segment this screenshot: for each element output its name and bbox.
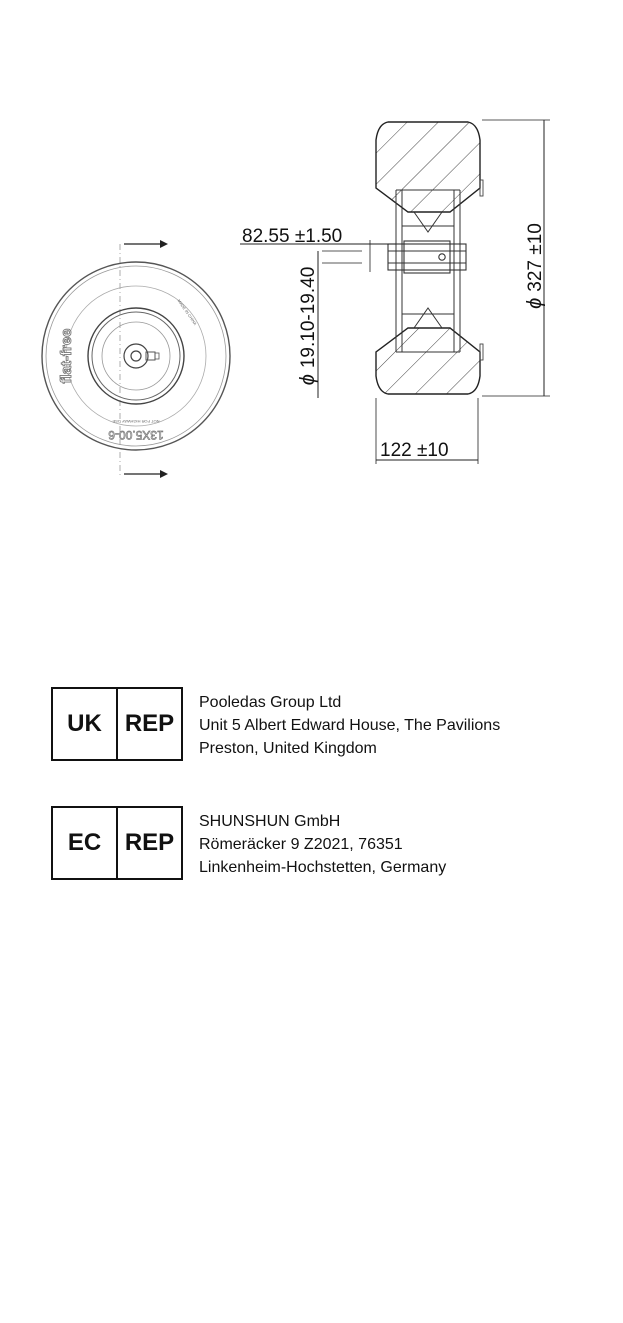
tire-small-text-made-in: MADE IN CHINA bbox=[176, 298, 198, 326]
width-value: 122 ±10 bbox=[380, 440, 449, 461]
wheel-front-view bbox=[42, 240, 230, 478]
rim-inner bbox=[92, 312, 180, 400]
ec-code: EC bbox=[53, 808, 118, 878]
ec-rep-symbol bbox=[51, 806, 183, 880]
dimension-outer-diameter bbox=[482, 120, 550, 396]
tire-brand-text: flat-free bbox=[58, 328, 75, 384]
hub-bore bbox=[131, 351, 141, 361]
uk-rep-block bbox=[51, 687, 500, 761]
uk-rep-company: Pooledas Group Ltd bbox=[199, 694, 342, 711]
technical-drawing bbox=[0, 0, 623, 520]
outer-diameter-value: ϕ327 ±10 bbox=[524, 223, 546, 309]
wheel-section-view bbox=[376, 122, 483, 394]
uk-rep-address bbox=[199, 691, 500, 760]
tire-section-bottom bbox=[376, 328, 480, 394]
tire-section-top bbox=[376, 122, 480, 212]
section-arrow-bottom bbox=[124, 470, 168, 478]
uk-rep-symbol bbox=[51, 687, 183, 761]
hub-length-value: 82.55 ±1.50 bbox=[242, 226, 343, 247]
hub-outer bbox=[124, 344, 148, 368]
ec-rep-street: Römeräcker 9 Z2021, 76351 bbox=[199, 836, 403, 853]
section-arrow-top bbox=[124, 240, 168, 248]
uk-rep-city: Preston, United Kingdom bbox=[199, 740, 377, 757]
uk-rep-street: Unit 5 Albert Edward House, The Pavilions bbox=[199, 717, 501, 734]
diameter-symbol: ϕ bbox=[297, 374, 319, 386]
ec-rep-block bbox=[51, 806, 446, 880]
ec-rep-label: REP bbox=[124, 829, 175, 856]
ec-rep-address bbox=[199, 810, 446, 879]
dimension-width bbox=[376, 398, 478, 464]
uk-rep-label: REP bbox=[124, 710, 175, 737]
tire-size-text: 13X5.00-6 bbox=[108, 428, 164, 442]
uk-code: UK bbox=[53, 689, 118, 759]
ec-rep-city: Linkenheim-Hochstetten, Germany bbox=[199, 859, 447, 876]
dimension-bore-diameter bbox=[297, 251, 362, 398]
ec-rep-company: SHUNSHUN GmbH bbox=[199, 813, 341, 830]
rim-step bbox=[102, 322, 170, 390]
tire-small-text-highway: NOT FOR HIGHWAY USE bbox=[112, 419, 160, 424]
bore-diameter-value: ϕ19.10-19.40 bbox=[297, 266, 319, 386]
